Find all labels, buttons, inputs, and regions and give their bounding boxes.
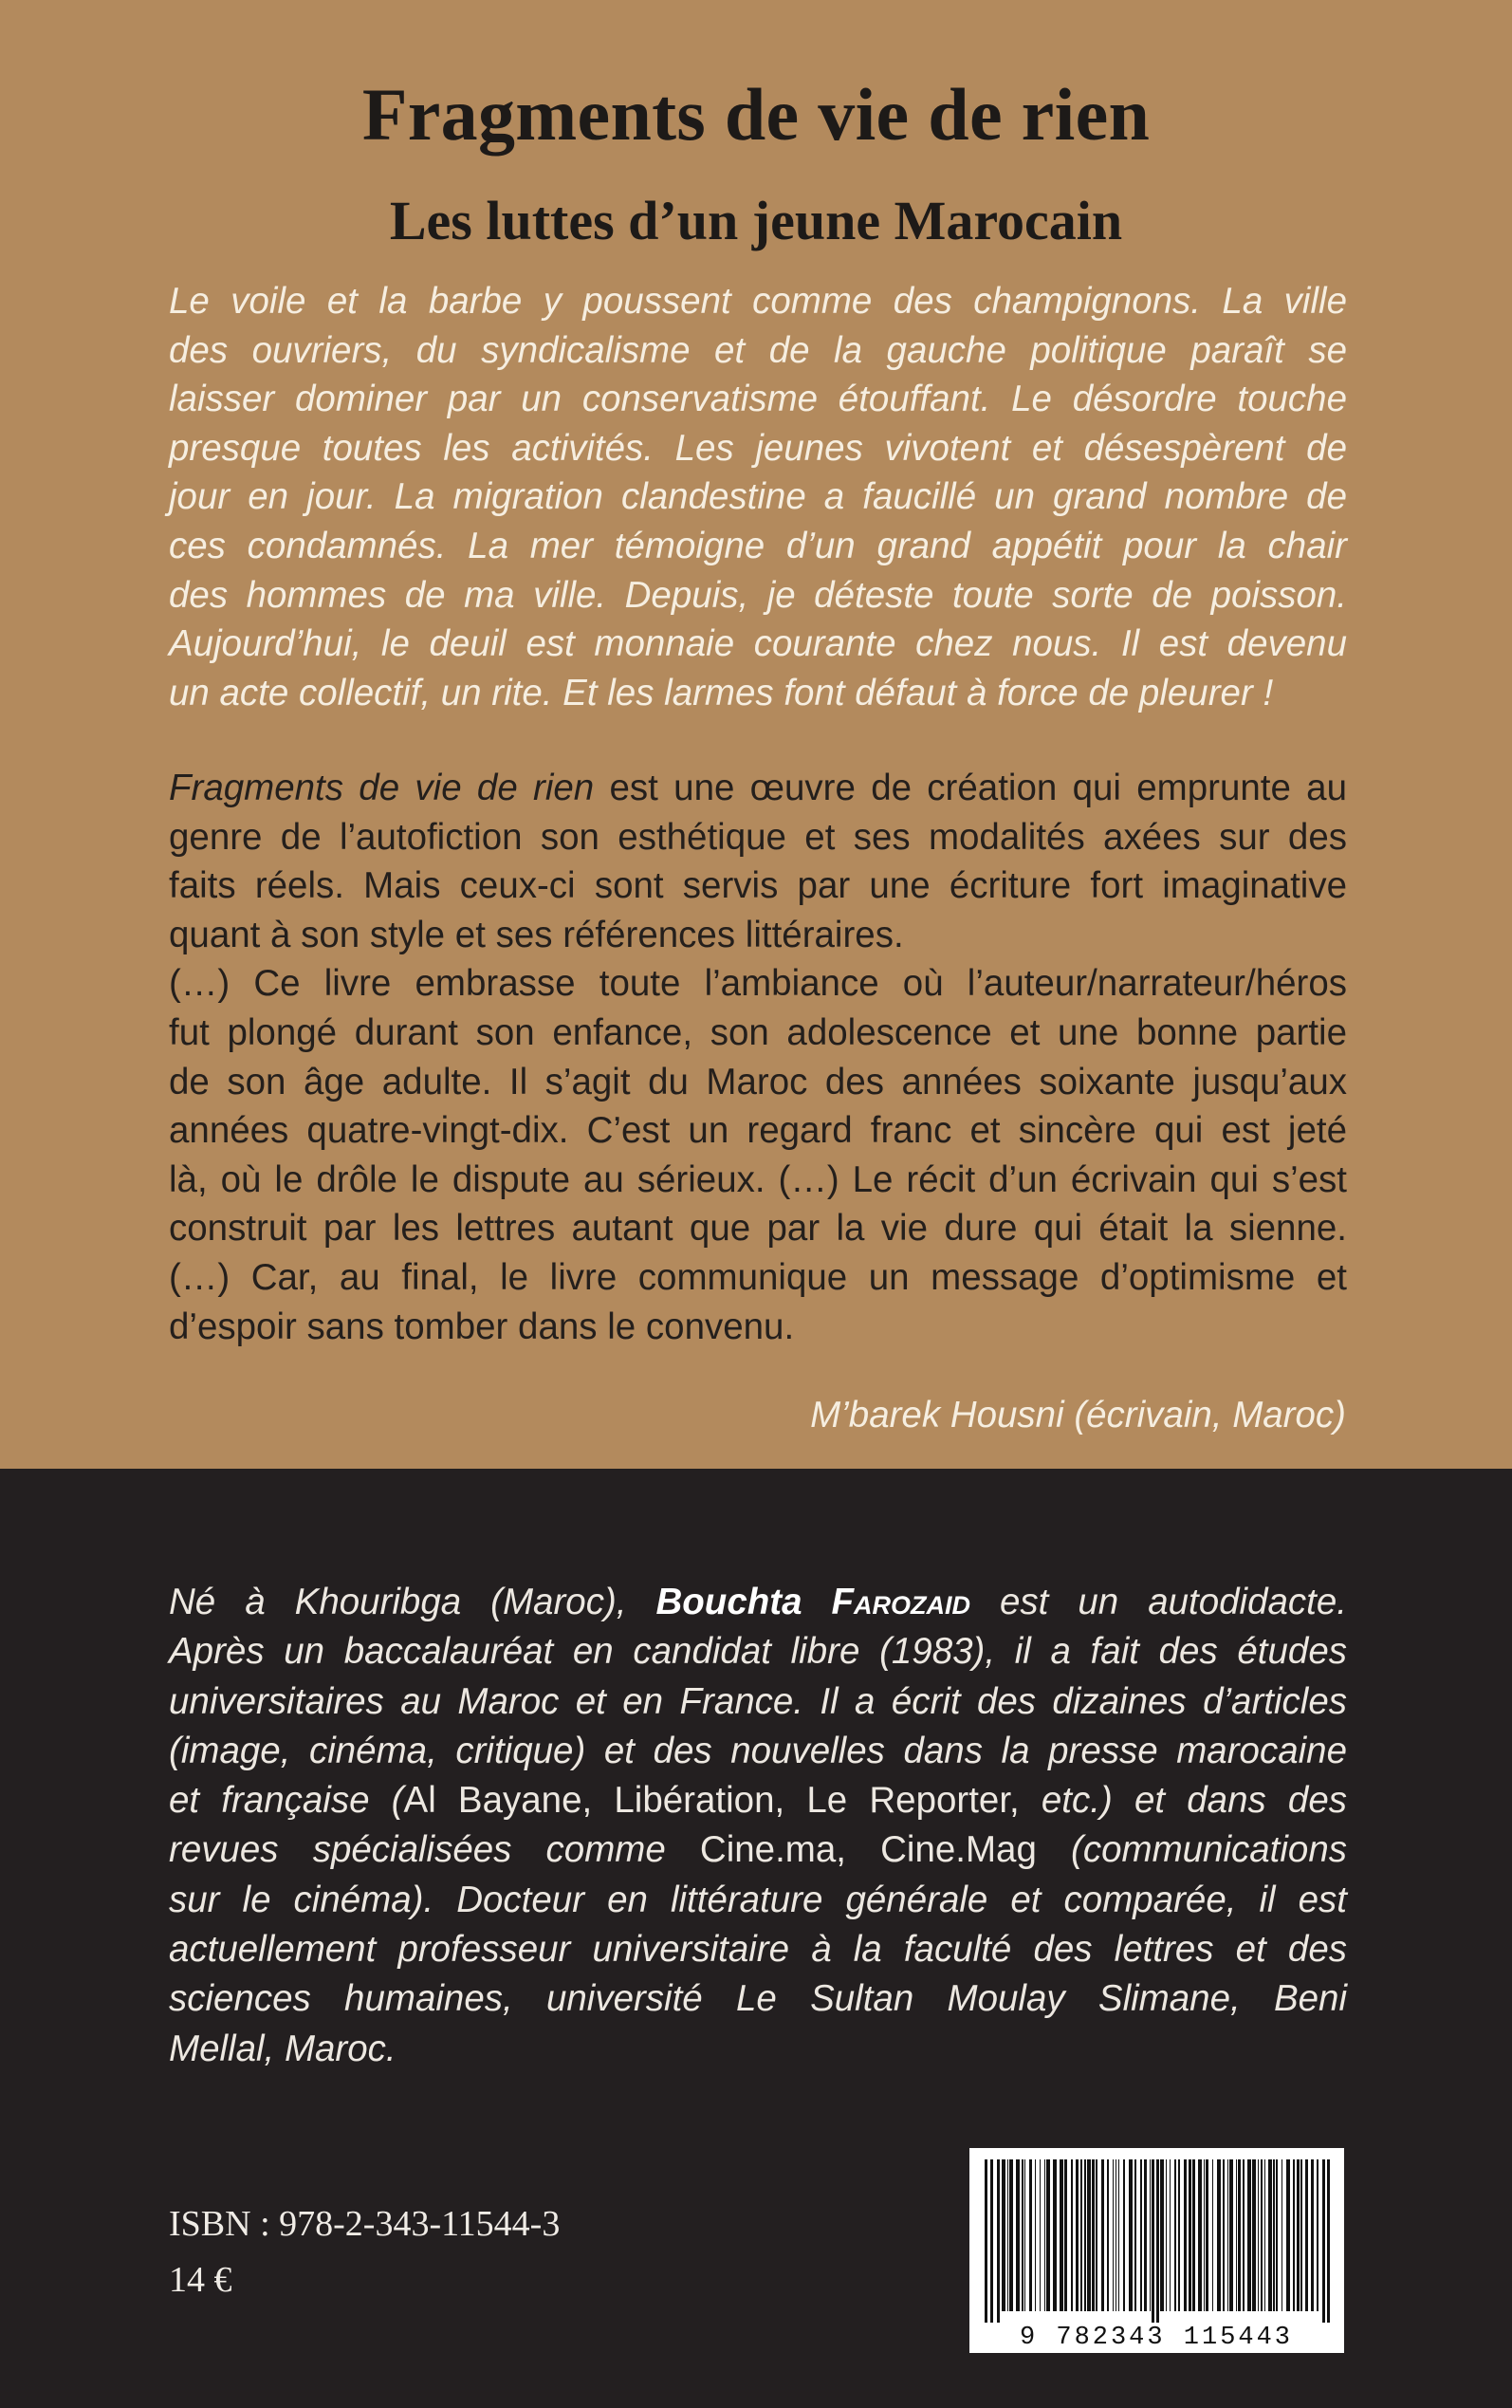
barcode-bar xyxy=(1140,2159,1142,2311)
barcode-bar xyxy=(1286,2159,1290,2311)
bio-line: universitaires au Maroc et en France. Il a écrit des dizaines d’articles xyxy=(169,1680,1347,1722)
barcode-bar xyxy=(1273,2159,1275,2311)
barcode-bar xyxy=(1016,2159,1020,2311)
barcode-bar xyxy=(1217,2159,1221,2311)
barcode-bars xyxy=(985,2159,1330,2323)
review-line: quant à son style et ses références littéraires. xyxy=(169,914,904,955)
barcode-bar xyxy=(1327,2159,1330,2323)
barcode-bar xyxy=(1223,2159,1225,2311)
barcode-bar xyxy=(1300,2159,1302,2311)
bio-line: actuellement professeur universitaire à la faculté des lettres et des xyxy=(169,1929,1347,1971)
bio-magazines: Cine.ma, Cine.Mag xyxy=(699,1829,1037,1871)
barcode-bar xyxy=(1258,2159,1259,2311)
review-line: genre de l’autofiction son esthétique et ses modalités axées sur des xyxy=(169,816,1347,858)
review-line: là, où le drôle le dispute au sérieux. (…) Le récit d’un écrivain qui s’est xyxy=(169,1158,1347,1200)
review-line: années quatre-vingt-dix. C’est un regard franc et sincère qui est jeté xyxy=(169,1110,1347,1152)
bio-line: sciences humaines, université Le Sultan Moulay Slimane, Beni xyxy=(169,1978,1347,2020)
barcode-bar xyxy=(1035,2159,1036,2311)
author-bio xyxy=(169,1578,1347,2074)
barcode-bar xyxy=(1118,2159,1119,2311)
barcode-bar xyxy=(1198,2159,1202,2311)
barcode-bar xyxy=(1107,2159,1109,2311)
barcode-bar xyxy=(1311,2159,1314,2311)
barcode-bar xyxy=(1178,2159,1180,2311)
barcode-bar xyxy=(1166,2159,1167,2311)
review-text xyxy=(169,764,1347,1351)
author-first-name: Bouchta xyxy=(655,1582,832,1622)
barcode-bar xyxy=(1040,2159,1041,2311)
review-line xyxy=(169,764,1347,813)
barcode-bar xyxy=(1236,2159,1237,2311)
quote-line: laisser dominer par un conservatisme étouffant. Le désordre touche xyxy=(169,379,1347,420)
book-title: Fragments de vie de rien xyxy=(361,73,1151,156)
barcode-bar xyxy=(1022,2159,1023,2311)
review-line: fut plongé durant son enfance, son adolescence et une bonne partie xyxy=(169,1011,1347,1053)
book-subtitle: Les luttes d’un jeune Marocain xyxy=(389,190,1123,251)
barcode-bar xyxy=(1252,2159,1256,2311)
barcode-bar xyxy=(1229,2159,1233,2311)
barcode-bar xyxy=(1084,2159,1086,2311)
barcode-bar xyxy=(1268,2159,1272,2311)
isbn-number: ISBN : 978-2-343-11544-3 xyxy=(169,2204,561,2244)
barcode-bar xyxy=(1204,2159,1205,2311)
quote-line: des hommes de ma ville. Depuis, je déteste toute sorte de poisson. xyxy=(169,574,1347,616)
quote-line: jour en jour. La migration clandestine a faucillé un grand nombre de xyxy=(169,476,1347,518)
author-last-name: Farozaid xyxy=(831,1582,971,1622)
price: 14 € xyxy=(169,2260,232,2300)
barcode-bar xyxy=(1071,2159,1073,2311)
barcode-bar xyxy=(1029,2159,1032,2311)
barcode-bar xyxy=(1206,2159,1208,2311)
barcode-bar xyxy=(1123,2159,1125,2311)
barcode-bar xyxy=(1189,2159,1191,2311)
review-line: (…) Ce livre embrasse toute l’ambiance où l’auteur/narrateur/héros xyxy=(169,963,1347,1005)
barcode-bar xyxy=(1170,2159,1171,2311)
review-signature: M’barek Housni (écrivain, Maroc) xyxy=(810,1395,1346,1436)
isbn-barcode xyxy=(969,2148,1344,2353)
barcode-bar xyxy=(1113,2159,1114,2311)
bio-text: Né à Khouribga (Maroc), xyxy=(169,1582,656,1622)
bio-publications: Al Bayane, Libération, Le Reporter, xyxy=(403,1780,1020,1822)
review-book-title: Fragments de vie de rien xyxy=(169,768,595,808)
review-line: d’espoir sans tomber dans le convenu. xyxy=(169,1306,795,1347)
barcode-bar xyxy=(1322,2159,1325,2323)
barcode-bar xyxy=(1276,2159,1278,2311)
review-line-rest: est une œuvre de création qui emprunte au xyxy=(594,768,1347,808)
barcode-bar xyxy=(997,2159,1000,2323)
barcode-bar xyxy=(985,2159,987,2323)
barcode-bar xyxy=(1243,2159,1245,2311)
barcode-bar xyxy=(1046,2159,1050,2311)
barcode-bar xyxy=(1261,2159,1263,2311)
bio-text: (communications xyxy=(1036,1829,1347,1871)
barcode-bar xyxy=(1160,2159,1164,2311)
bio-line xyxy=(169,1578,1347,1627)
barcode-bar xyxy=(1060,2159,1063,2311)
quote-line: un acte collectif, un rite. Et les larmes font défaut à force de pleurer ! xyxy=(169,672,1274,713)
barcode-bar xyxy=(1064,2159,1067,2311)
review-line: (…) Car, au final, le livre communique un message d’optimisme et xyxy=(169,1256,1347,1298)
quote-line: presque toutes les activités. Les jeunes vivotent et désespèrent de xyxy=(169,427,1347,469)
barcode-bar xyxy=(1009,2159,1013,2311)
barcode-bar xyxy=(1053,2159,1057,2311)
bio-text: etc. xyxy=(1019,1780,1100,1822)
barcode-bar xyxy=(1092,2159,1095,2311)
barcode-bar xyxy=(1227,2159,1228,2311)
barcode-bar xyxy=(1297,2159,1300,2311)
barcode-bar xyxy=(1076,2159,1079,2311)
barcode-bar xyxy=(990,2159,993,2323)
bio-line: Après un baccalauréat en candidat libre (1983), il a fait des études xyxy=(169,1631,1347,1673)
barcode-bar xyxy=(1024,2159,1025,2311)
quote-line: Le voile et la barbe y poussent comme des champignons. La ville xyxy=(169,281,1347,322)
bio-text: est un autodidacte. xyxy=(970,1582,1347,1622)
quote-line: ces condamnés. La mer témoigne d’un grand appétit pour la chair xyxy=(169,525,1347,566)
barcode-bar xyxy=(1150,2159,1151,2311)
barcode-bar xyxy=(1174,2159,1176,2311)
excerpt-quote xyxy=(169,277,1347,717)
barcode-bar xyxy=(1317,2159,1318,2311)
quote-line: Aujourd’hui, le deuil est monnaie courante chez nous. Il est devenu xyxy=(169,623,1347,665)
barcode-bar xyxy=(1101,2159,1104,2311)
bio-line xyxy=(169,1776,1347,1825)
bio-text: et française ( xyxy=(169,1780,404,1822)
barcode-bar xyxy=(1044,2159,1045,2311)
bio-text: revues spécialisées comme xyxy=(169,1829,700,1871)
barcode-bar xyxy=(1212,2159,1213,2311)
barcode-bar xyxy=(1238,2159,1241,2311)
review-line: de son âge adulte. Il s’agit du Maroc des années soixante jusqu’aux xyxy=(169,1061,1347,1102)
barcode-bar xyxy=(1305,2159,1308,2311)
barcode-bar xyxy=(1087,2159,1091,2311)
review-line: construit par les lettres autant que par la vie dure qui était la sienne. xyxy=(169,1208,1347,1250)
barcode-bar xyxy=(1080,2159,1082,2311)
barcode-bar xyxy=(1144,2159,1147,2311)
bio-text: ) et dans des xyxy=(1099,1780,1347,1822)
barcode-bar xyxy=(1007,2159,1008,2311)
barcode-bar xyxy=(1247,2159,1251,2311)
barcode-bar xyxy=(1096,2159,1097,2311)
author-name xyxy=(655,1582,970,1622)
quote-line: des ouvriers, du syndicalisme et de la gauche politique paraît se xyxy=(169,329,1347,371)
barcode-graphic xyxy=(969,2148,1344,2353)
barcode-digits: 9 782343 115443 xyxy=(1019,2324,1294,2352)
barcode-bar xyxy=(1002,2159,1005,2311)
barcode-bar xyxy=(1293,2159,1295,2311)
barcode-bar xyxy=(1156,2159,1159,2323)
barcode-bar xyxy=(1184,2159,1187,2311)
barcode-bar xyxy=(1192,2159,1195,2311)
bio-line: (image, cinéma, critique) et des nouvelles dans la presse marocaine xyxy=(169,1730,1347,1771)
barcode-bar xyxy=(1129,2159,1133,2311)
bio-line xyxy=(169,1825,1347,1875)
barcode-bar xyxy=(1134,2159,1136,2311)
review-line: faits réels. Mais ceux-ci sont servis par une écriture fort imaginative xyxy=(169,865,1347,907)
barcode-bar xyxy=(1264,2159,1265,2311)
bio-line: Mellal, Maroc. xyxy=(169,2028,396,2069)
bio-line: sur le cinéma). Docteur en littérature générale et comparée, il est xyxy=(169,1879,1347,1920)
barcode-bar xyxy=(1152,2159,1154,2323)
